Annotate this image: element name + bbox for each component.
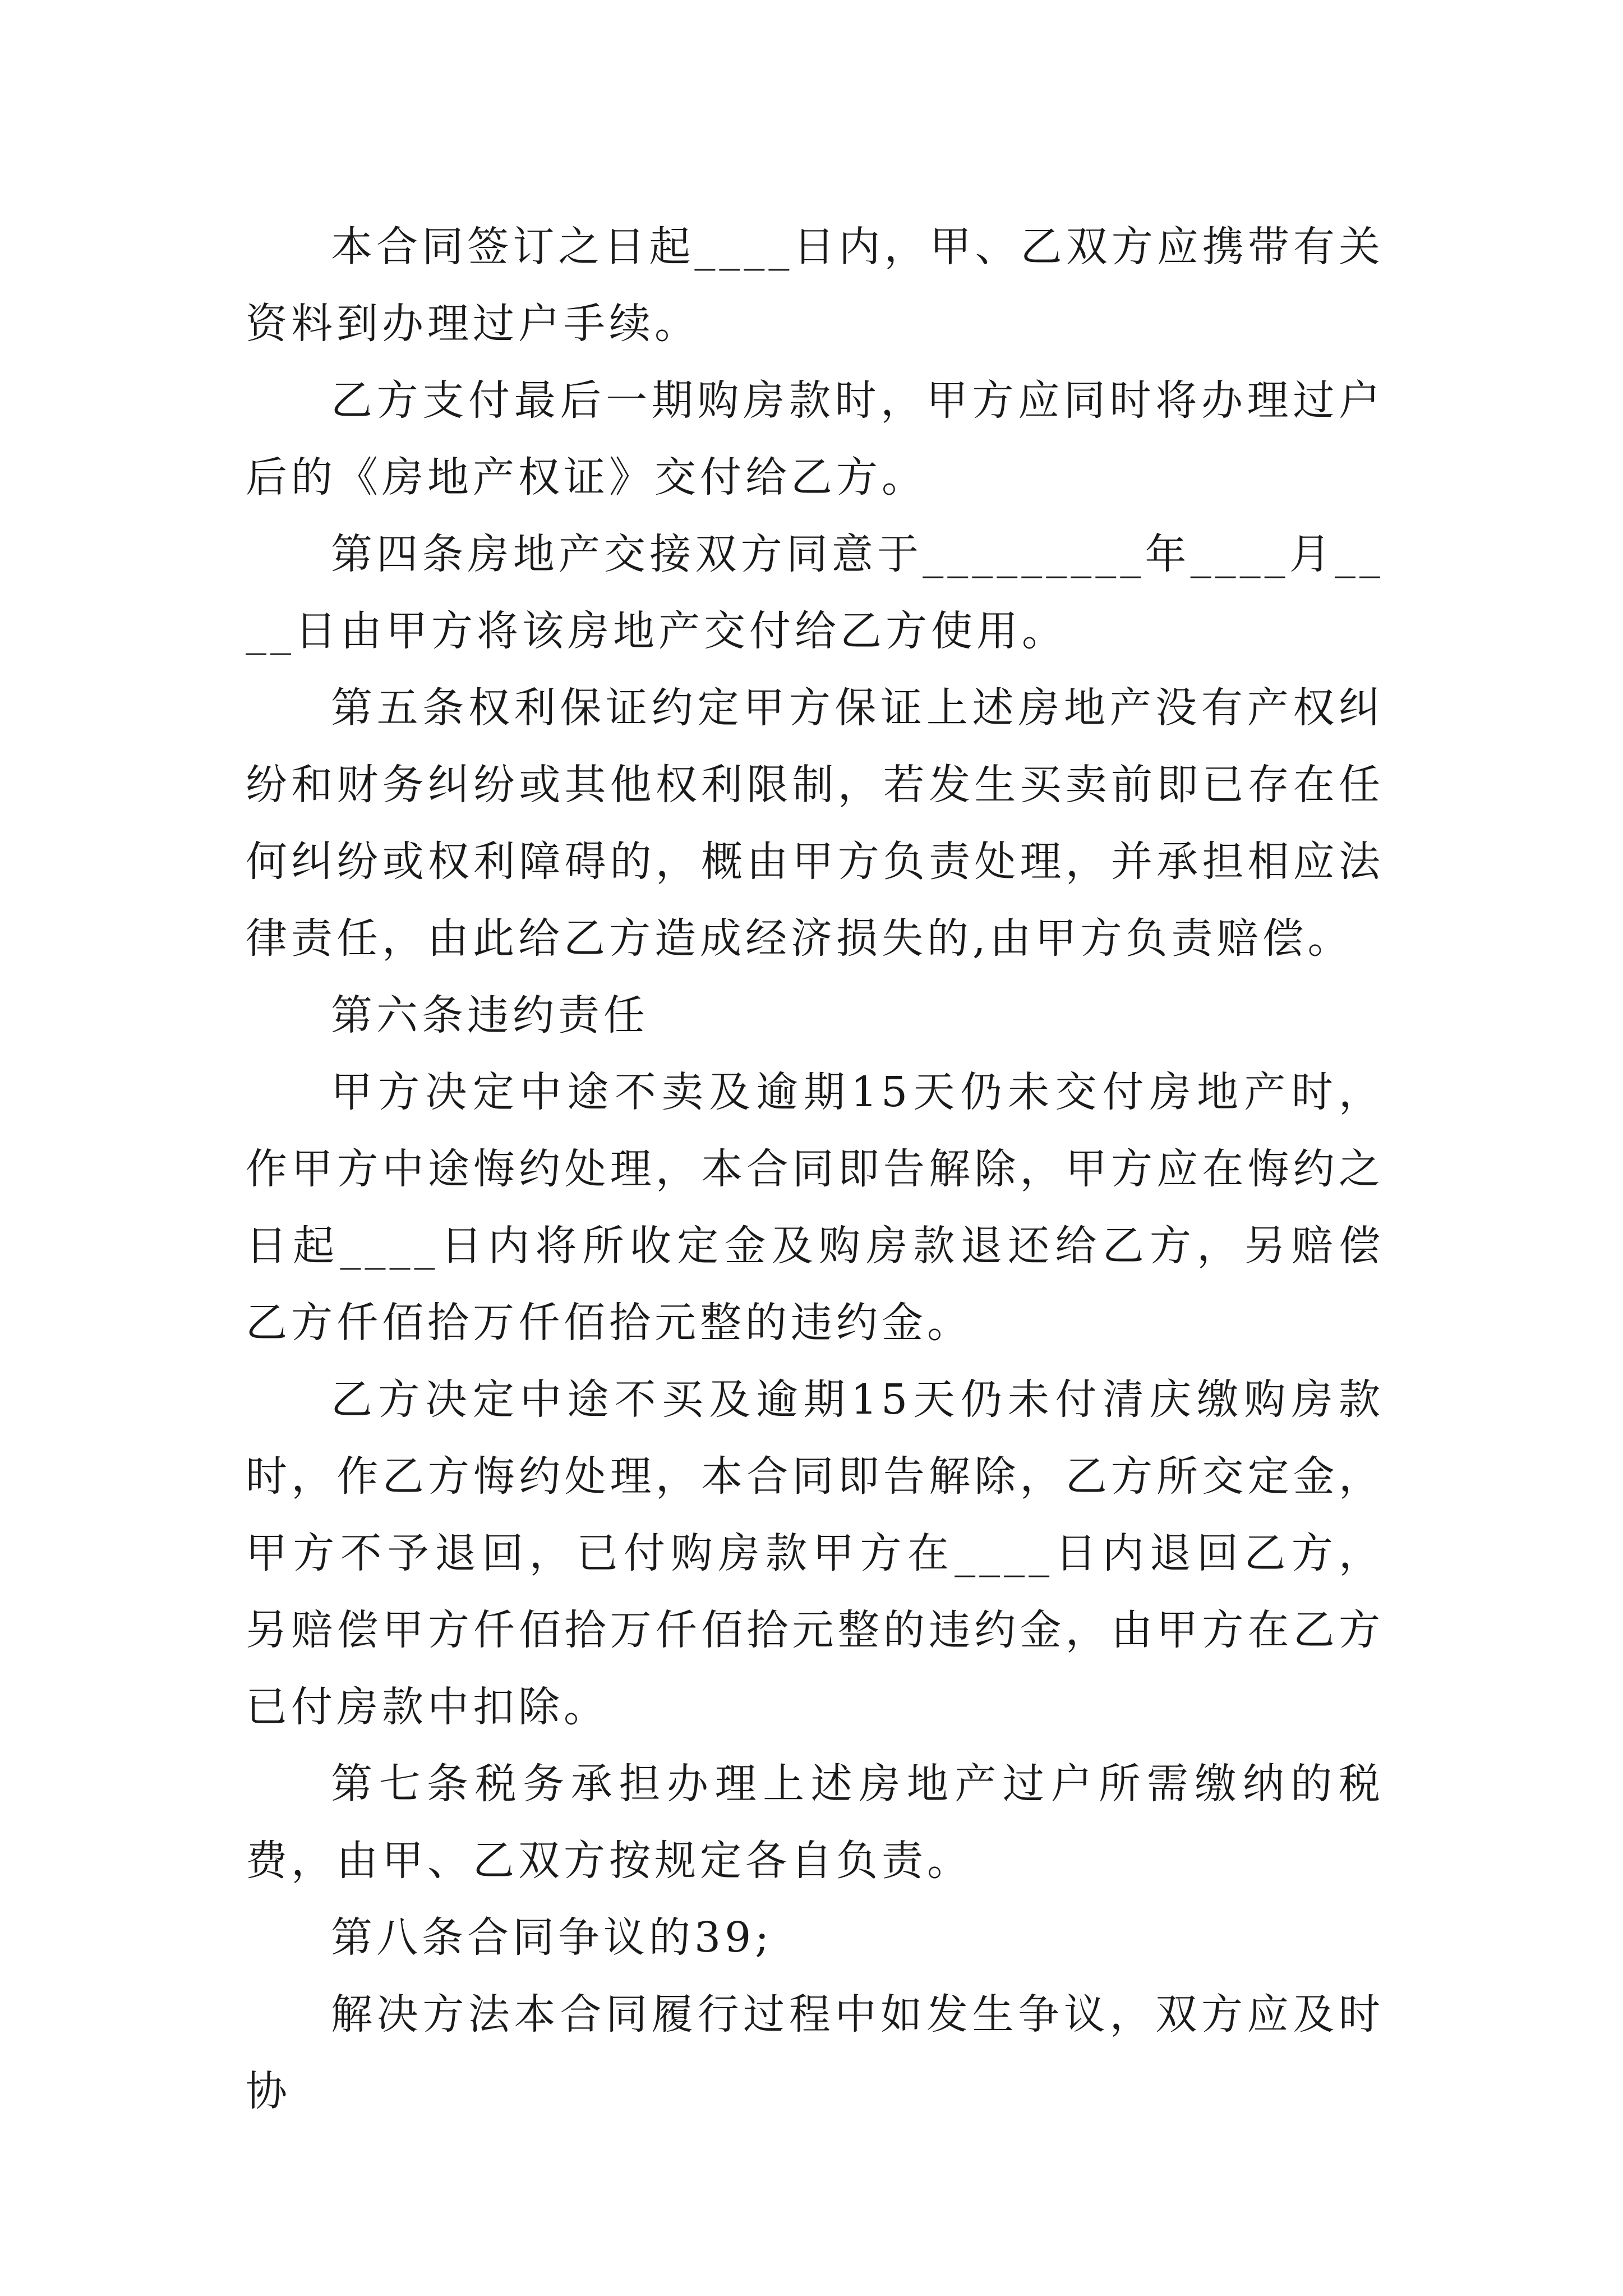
paragraph-party-b-breach: 乙方决定中途不买及逾期15天仍未付清庆缴购房款时，作乙方悔约处理，本合同即告解除，乙方所交定金，甲方不予退回，已付购房款甲方在____日内退回乙方，另赔偿甲方仟佰拾万仟佰拾元整的违约金，由甲方在乙方已付房款中扣除。 xyxy=(246,1375,1384,1731)
paragraph-article-7-taxes: 第七条税务承担办理上述房地产过户所需缴纳的税费，由甲、乙双方按规定各自负责。 xyxy=(246,1760,1384,1885)
paragraph-article-5-warranty: 第五条权利保证约定甲方保证上述房地产没有产权纠纷和财务纠纷或其他权利限制，若发生买卖前即已存在任何纠纷或权利障碍的，概由甲方负责处理，并承担相应法律责任，由此给乙方造成经济损失的,由甲方负责赔偿。 xyxy=(246,684,1384,963)
paragraph-dispute-resolution: 解决方法本合同履行过程中如发生争议，双方应及时协 xyxy=(246,1990,1384,2115)
heading-article-8-dispute: 第八条合同争议的39; xyxy=(331,1913,773,1962)
heading-article-6-breach: 第六条违约责任 xyxy=(331,991,649,1039)
paragraph-transfer-procedure: 本合同签订之日起____日内，甲、乙双方应携带有关资料到办理过户手续。 xyxy=(246,223,1384,348)
paragraph-party-a-breach: 甲方决定中途不卖及逾期15天仍未交付房地产时，作甲方中途悔约处理，本合同即告解除，甲方应在悔约之日起____日内将所收定金及购房款退还给乙方，另赔偿乙方仟佰拾万仟佰拾元整的违约金。 xyxy=(246,1068,1384,1347)
paragraph-article-4-handover: 第四条房地产交接双方同意于_________年____月____日由甲方将该房地产交付给乙方使用。 xyxy=(246,530,1384,655)
contract-body xyxy=(246,209,1384,2130)
paragraph-property-certificate: 乙方支付最后一期购房款时，甲方应同时将办理过户后的《房地产权证》交付给乙方。 xyxy=(246,376,1384,501)
